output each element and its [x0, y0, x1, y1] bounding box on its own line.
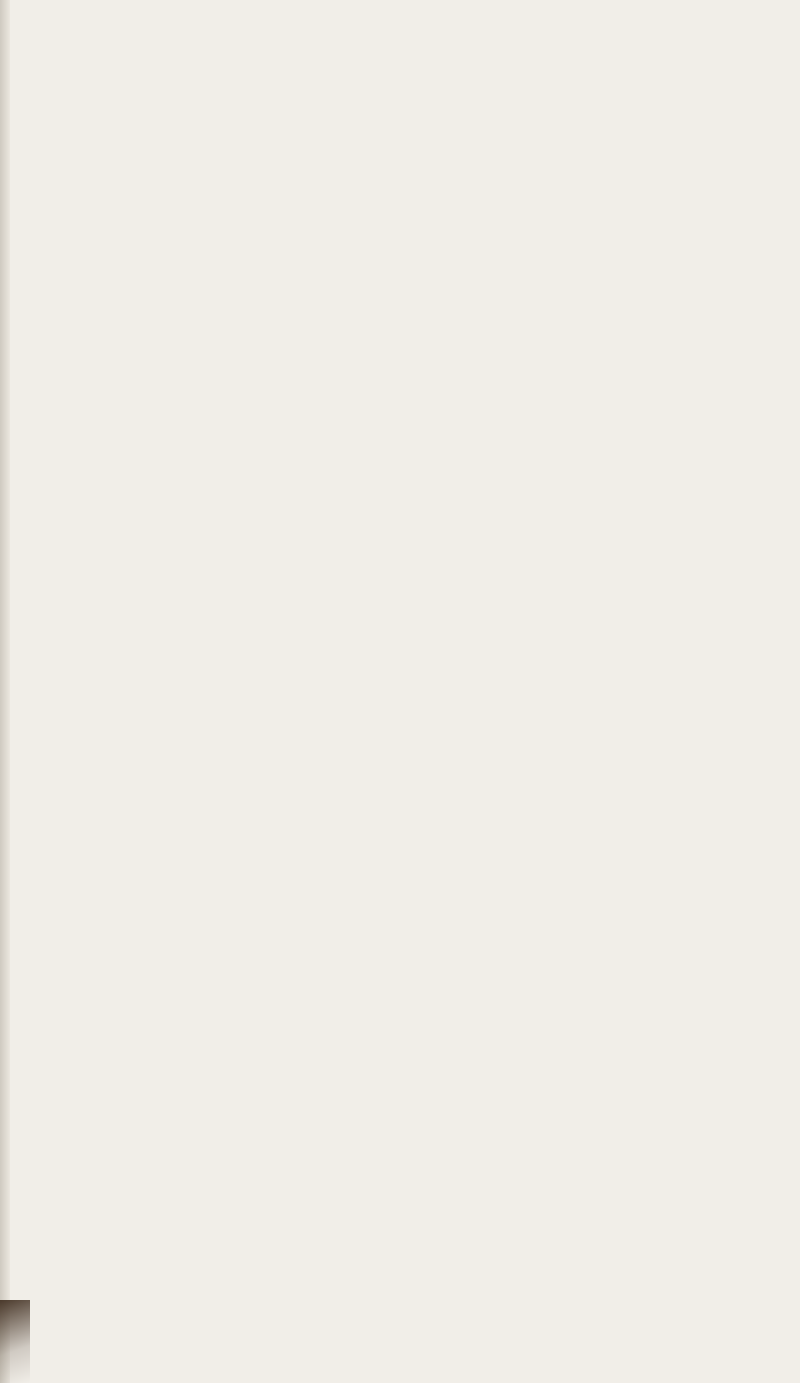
ornamental-headpiece	[48, 153, 698, 215]
page-gutter-edge	[0, 0, 10, 1383]
page-stain	[0, 1300, 30, 1383]
page-header	[0, 66, 800, 116]
